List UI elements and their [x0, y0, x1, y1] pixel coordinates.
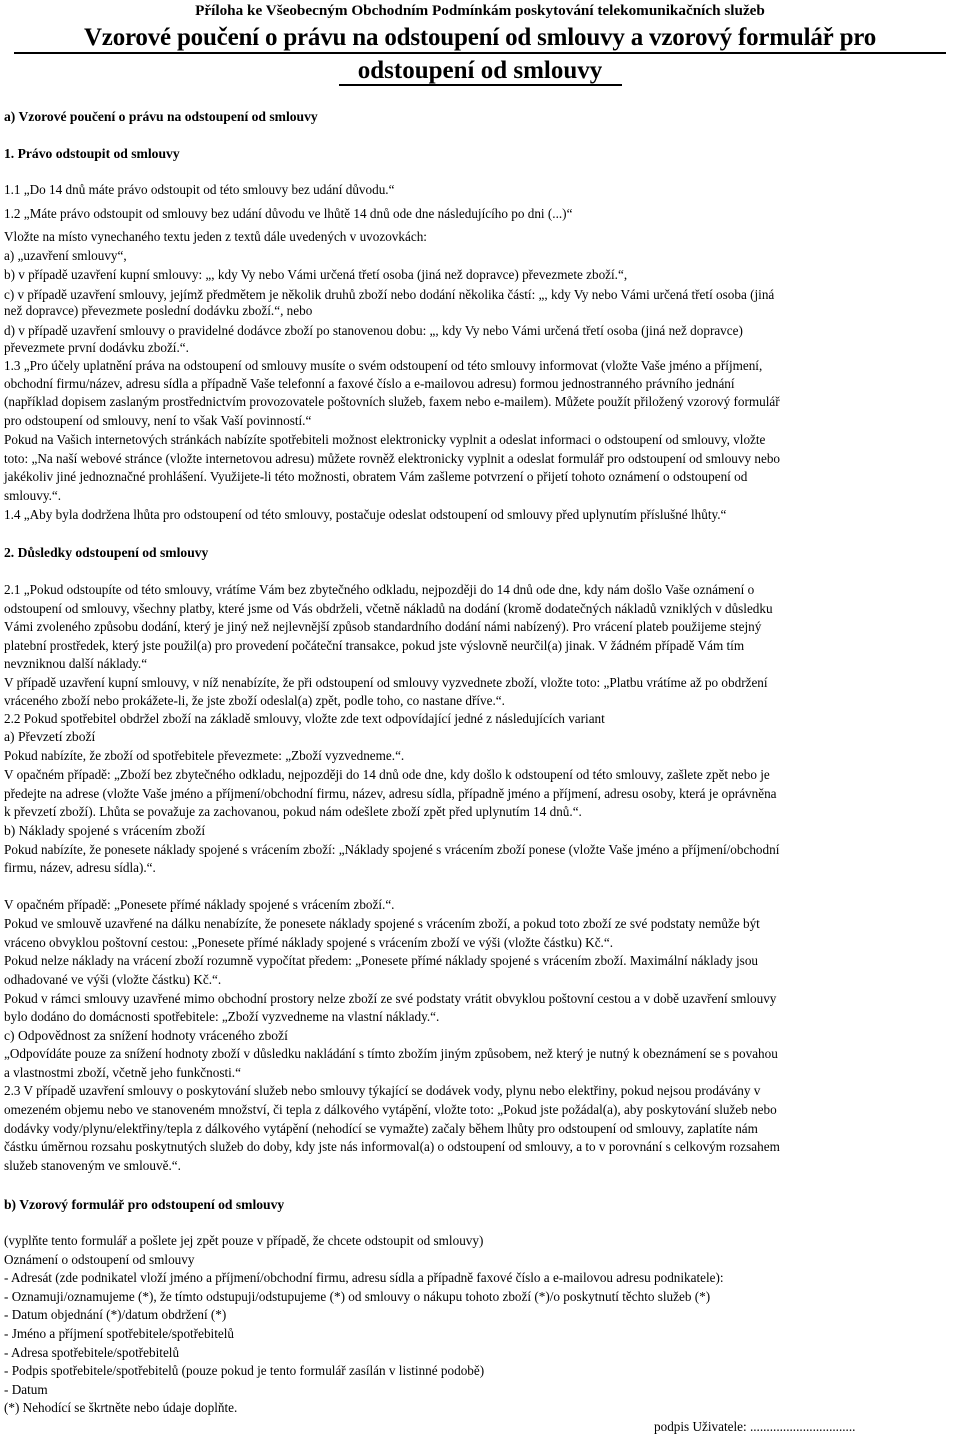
form-field-line: - Podpis spotřebitele/spotřebitelů (pouze pokud je tento formulář zasílán v listinné podobě): [4, 1363, 485, 1378]
paragraph-line: obchodní firmu/název, adresu sídla a případně Vaše telefonní a faxové číslo a e-mailovou adresu) formou jednostranného právního jednání: [4, 376, 735, 391]
paragraph-line: předejte na adrese (vložte Vaše jméno a příjmení/obchodní firmu, název, adresu sídla, případně jméno a příjmení, adresu osoby, která je oprávněna: [4, 786, 777, 801]
paragraph-line: 1.4 „Aby byla dodržena lhůta pro odstoupení od této smlouvy, postačuje odeslat odstoupení od smlouvy před uplynutím příslušné lhůty.“: [4, 507, 727, 522]
form-field-line: - Datum: [4, 1382, 48, 1397]
paragraph-line: Pokud na Vašich internetových stránkách nabízíte spotřebiteli možnost elektronicky vyplnit a odeslat informaci o odstoupení od smlouvy, vložte: [4, 432, 766, 447]
paragraph-line: dodávky vody/plynu/elektřiny/tepla z dálkového vytápění (nehodící se vymažte) začaly během lhůty pro odstoupení od smlouvy, zaplatíte nám: [4, 1121, 758, 1136]
paragraph-line: V opačném případě: „Ponesete přímé náklady spojené s vrácením zboží.“.: [4, 897, 395, 912]
paragraph-line: a) „uzavření smlouvy“,: [4, 248, 127, 263]
form-field-line: - Oznamuji/oznamujeme (*), že tímto odstupuji/odstupujeme (*) od smlouvy o nákupu tohoto zboží (*)/o poskytnutí těchto služeb (*): [4, 1289, 711, 1304]
title-underline-2: [339, 84, 622, 86]
paragraph-line: a vlastnostmi zboží, včetně jeho funkčnosti.“: [4, 1065, 241, 1080]
paragraph-line: odstoupení od smlouvy, všechny platby, které jsme od Vás obdrželi, včetně nákladů na dodání (kromě dodatečných nákladů vzniklých v důsledku: [4, 601, 773, 616]
form-field-line: - Datum objednání (*)/datum obdržení (*): [4, 1307, 227, 1322]
section-heading-1: 1. Právo odstoupit od smlouvy: [4, 146, 180, 161]
subheading: a) Převzetí zboží: [4, 729, 96, 744]
paragraph-line: (například dopisem zaslaným prostřednictvím provozovatele poštovních služeb, faxem nebo e-mailem). Můžete použít přiložený vzorový formulář: [4, 394, 780, 409]
paragraph-line: c) v případě uzavření smlouvy, jejímž předmětem je několik druhů zboží nebo dodání několika částí: „, kdy Vy nebo Vámi určená třetí osoba (jiná: [4, 287, 775, 302]
paragraph-line: toto: „Na naší webové stránce (vložte internetovou adresu) můžete rovněž elektronicky vyplnit a odeslat formulář pro odstoupení od smlouvy nebo: [4, 451, 781, 466]
paragraph-line: 2.2 Pokud spotřebitel obdržel zboží na základě smlouvy, vložte zde text odpovídající jedné z následujících variant: [4, 711, 605, 726]
paragraph-line: než dopravce) převezmete poslední dodávku zboží.“, nebo: [4, 303, 313, 318]
form-field-line: - Jméno a příjmení spotřebitele/spotřebitelů: [4, 1326, 234, 1341]
paragraph-line: bylo dodáno do domácnosti spotřebitele: „Zboží vyzvedneme na vlastní náklady.“.: [4, 1009, 440, 1024]
paragraph-line: jakékoliv jiné jednoznačné prohlášení. Využijete-li této možnosti, obratem Vám zašleme potvrzení o přijetí tohoto oznámení o odstoupení od: [4, 469, 748, 484]
paragraph-line: odhadované ve výši (vložte částku) Kč.“.: [4, 972, 222, 987]
paragraph-line: Vložte na místo vynechaného textu jeden z textů dále uvedených v uvozovkách:: [4, 229, 427, 244]
user-signature-line: podpis Uživatele: ................................: [654, 1419, 856, 1434]
form-field-line: - Adresát (zde podnikatel vloží jméno a příjmení/obchodní firmu, adresu sídla a případně faxové číslo a e-mailovou adresu podnikatele):: [4, 1270, 724, 1285]
form-intro: (vyplňte tento formulář a pošlete jej zpět pouze v případě, že chcete odstoupit od smlouvy): [4, 1233, 484, 1248]
document-subtitle: Příloha ke Všeobecným Obchodním Podmínkám poskytování telekomunikačních služeb: [195, 2, 765, 19]
paragraph-line: firmu, název, adresu sídla).“.: [4, 860, 156, 875]
paragraph-line: služeb stanoveným ve smlouvě.“.: [4, 1158, 181, 1173]
paragraph-line: Vámi zvoleného způsobu dodání, který je jiný než nejlevnější způsob standardního dodání námi nabízený). Pro vrácení plateb použijeme stejný: [4, 619, 762, 634]
paragraph-line: „Odpovídáte pouze za snížení hodnoty zboží v důsledku nakládání s tímto zbožím jiným způsobem, než který je nutný k obeznámení se s povahou: [4, 1046, 778, 1061]
paragraph-line: převezmete první dodávku zboží.“.: [4, 340, 189, 355]
paragraph-line: platební prostředek, který jste použil(a) pro provedení počáteční transakce, pokud jste výslovně neurčil(a) jinak. V žádném případě Vám tím: [4, 638, 745, 653]
paragraph-line: Pokud nabízíte, že ponesete náklady spojené s vrácením zboží: „Náklady spojené s vrácením zboží ponese (vložte Vaše jméno a příjmení/obchodní: [4, 842, 780, 857]
paragraph-line: Pokud nelze náklady na vrácení zboží rozumně vypočítat předem: „Ponesete přímé náklady spojené s vrácením zboží. Maximální náklady jsou: [4, 953, 759, 968]
paragraph-line: 1.2 „Máte právo odstoupit od smlouvy bez udání důvodu ve lhůtě 14 dnů ode dne následujícího po dni (...)“: [4, 206, 573, 221]
paragraph-line: V opačném případě: „Zboží bez zbytečného odkladu, nejpozději do 14 dnů ode dne, kdy došlo k odstoupení od této smlouvy, zašlete zpět nebo je: [4, 767, 770, 782]
paragraph-line: b) v případě uzavření kupní smlouvy: „, kdy Vy nebo Vámi určená třetí osoba (jiná než dopravce) převezmete zboží.“,: [4, 267, 628, 282]
paragraph-line: pro odstoupení od smlouvy, není to však Vaší povinností.“: [4, 413, 312, 428]
section-heading-b: b) Vzorový formulář pro odstoupení od smlouvy: [4, 1197, 285, 1212]
paragraph-line: částku úměrnou rozsahu poskytnutých služeb do doby, kdy jste nás informoval(a) o odstoupení od smlouvy, a to v porovnání s celkovým rozsahem: [4, 1139, 780, 1154]
paragraph-line: 2.3 V případě uzavření smlouvy o poskytování služeb nebo smlouvy týkající se dodávek vody, plynu nebo elektřiny, pokud nejsou prodávány v: [4, 1083, 761, 1098]
paragraph-line: 2.1 „Pokud odstoupíte od této smlouvy, vrátíme Vám bez zbytečného odkladu, nejpozději do 14 dnů ode dne, kdy nám došlo Vaše oznámení o: [4, 582, 755, 597]
paragraph-line: 1.3 „Pro účely uplatnění práva na odstoupení od smlouvy musíte o svém odstoupení od této smlouvy informovat (vložte Vaše jméno a příjmení,: [4, 358, 763, 373]
subheading: c) Odpovědnost za snížení hodnoty vráceného zboží: [4, 1028, 288, 1043]
subheading: b) Náklady spojené s vrácením zboží: [4, 823, 206, 838]
document-title-line1: Vzorové poučení o právu na odstoupení od smlouvy a vzorový formulář pro: [83, 24, 877, 51]
paragraph-line: vráceného zboží nebo prokážete-li, že jste zboží odeslal(a) zpět, podle toho, co nastane dříve.“.: [4, 693, 505, 708]
paragraph-line: d) v případě uzavření smlouvy o pravidelné dodávce zboží po stanovenou dobu: „, kdy Vy nebo Vámi určená třetí osoba (jiná než dopravce): [4, 323, 743, 338]
title-underline-1: [14, 52, 946, 54]
paragraph-line: Pokud v rámci smlouvy uzavřené mimo obchodní prostory nelze zboží ze své podstaty vrátit obvyklou poštovní cestou a v době uzavření smlouvy: [4, 991, 777, 1006]
paragraph-line: Pokud ve smlouvě uzavřené na dálku nenabízíte, že ponesete náklady spojené s vrácením zboží, a pokud toto zboží ze své podstaty nemůže být: [4, 916, 760, 931]
section-heading-a: a) Vzorové poučení o právu na odstoupení od smlouvy: [4, 109, 318, 124]
paragraph-line: Pokud nabízíte, že zboží od spotřebitele převezmete: „Zboží vyzvedneme.“.: [4, 748, 405, 763]
section-heading-2: 2. Důsledky odstoupení od smlouvy: [4, 545, 209, 560]
paragraph-line: smlouvy.“.: [4, 488, 62, 503]
form-field-line: - Adresa spotřebitele/spotřebitelů: [4, 1345, 180, 1360]
paragraph-line: k převzetí zboží). Lhůta se považuje za zachovanou, pokud nám odešlete zboží zpět před uplynutím 14 dnů.“.: [4, 804, 582, 819]
form-footnote: (*) Nehodící se škrtněte nebo údaje doplňte.: [4, 1400, 238, 1415]
document-title-line2: odstoupení od smlouvy: [357, 57, 603, 84]
paragraph-line: V případě uzavření kupní smlouvy, v níž nenabízíte, že při odstoupení od smlouvy vyzvednete zboží, vložte toto: „Platbu vrátíme až po obdržení: [4, 675, 768, 690]
paragraph-line: omezeném objemu nebo ve stanoveném množství, či tepla z dálkového vytápění, vložte toto: „Pokud jste požádal(a), aby poskytování služeb nebo: [4, 1102, 777, 1117]
paragraph-line: vráceno obvyklou poštovní cestou: „Ponesete přímé náklady spojené s vrácením zboží ve výši (vložte částku) Kč.“.: [4, 935, 614, 950]
paragraph-line: 1.1 „Do 14 dnů máte právo odstoupit od této smlouvy bez udání důvodu.“: [4, 182, 395, 197]
form-title: Oznámení o odstoupení od smlouvy: [4, 1252, 195, 1267]
paragraph-line: nevzniknou další náklady.“: [4, 656, 148, 671]
